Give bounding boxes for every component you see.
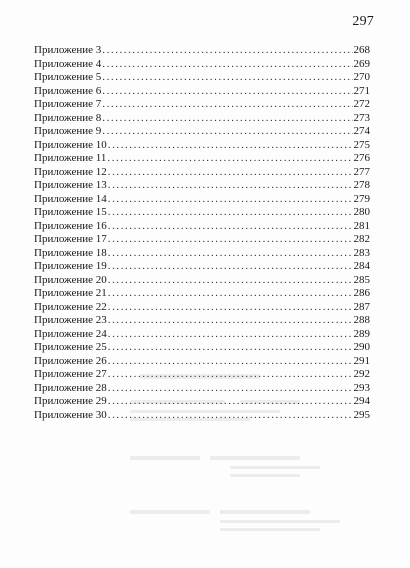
- toc-entry-page-number: 289: [353, 327, 370, 340]
- toc-entry-label: Приложение 29: [34, 395, 107, 407]
- toc-entry: [34, 220, 370, 234]
- toc-entry-page-number: 283: [353, 246, 370, 259]
- toc-entry: [34, 193, 370, 207]
- toc-dot-leader: [108, 274, 353, 288]
- table-of-contents: [34, 44, 370, 422]
- toc-dot-leader: [102, 112, 352, 126]
- toc-entry: [34, 355, 370, 369]
- toc-entry-page-number: 291: [353, 354, 370, 367]
- page-number: 297: [352, 14, 374, 29]
- toc-entry: [34, 368, 370, 382]
- toc-entry-page-number: 269: [353, 57, 370, 70]
- toc-entry-page-number: 275: [353, 138, 370, 151]
- toc-entry-page-number: 295: [353, 408, 370, 421]
- toc-entry: [34, 328, 370, 342]
- toc-entry-label: Приложение 7: [34, 98, 102, 110]
- toc-entry-page-number: 292: [353, 368, 370, 380]
- toc-dot-leader: [108, 341, 353, 355]
- toc-entry-label: Приложение 24: [34, 327, 107, 340]
- toc-entry-label: Приложение 8: [34, 111, 102, 124]
- toc-entry-label: Приложение 10: [34, 138, 107, 151]
- toc-entry: [34, 382, 370, 396]
- toc-entry-label: Приложение 9: [34, 125, 102, 137]
- toc-entry-label: Приложение 13: [34, 179, 107, 191]
- toc-entry-page-number: 268: [353, 44, 370, 56]
- toc-entry: [34, 260, 370, 274]
- toc-dot-leader: [102, 44, 352, 58]
- toc-entry-label: Приложение 5: [34, 71, 102, 83]
- toc-entry: [34, 112, 370, 126]
- toc-entry-label: Приложение 22: [34, 300, 107, 313]
- toc-entry-page-number: 274: [353, 125, 370, 137]
- toc-dot-leader: [108, 179, 353, 193]
- toc-entry-label: Приложение 28: [34, 381, 107, 394]
- toc-entry-page-number: 293: [353, 381, 370, 394]
- toc-dot-leader: [108, 206, 353, 220]
- toc-dot-leader: [108, 247, 353, 261]
- toc-entry-label: Приложение 18: [34, 246, 107, 259]
- toc-entry: [34, 395, 370, 409]
- toc-entry-page-number: 271: [353, 84, 370, 97]
- toc-entry-label: Приложение 15: [34, 206, 107, 218]
- toc-dot-leader: [108, 314, 353, 328]
- toc-entry-label: Приложение 25: [34, 341, 107, 353]
- toc-entry-page-number: 272: [353, 98, 370, 110]
- toc-dot-leader: [108, 368, 353, 382]
- toc-entry: [34, 247, 370, 261]
- toc-entry: [34, 287, 370, 301]
- toc-dot-leader: [102, 58, 352, 72]
- toc-dot-leader: [107, 152, 352, 166]
- toc-entry: [34, 301, 370, 315]
- toc-entry-label: Приложение 11: [34, 152, 107, 164]
- toc-entry-label: Приложение 20: [34, 273, 107, 286]
- toc-entry-label: Приложение 17: [34, 233, 107, 245]
- toc-entry: [34, 44, 370, 58]
- toc-dot-leader: [102, 98, 352, 112]
- toc-entry-page-number: 281: [353, 219, 370, 232]
- toc-entry-page-number: 279: [353, 192, 370, 205]
- toc-entry: [34, 179, 370, 193]
- toc-entry-label: Приложение 3: [34, 44, 102, 56]
- toc-entry-page-number: 290: [353, 341, 370, 353]
- toc-dot-leader: [108, 166, 353, 180]
- toc-entry-page-number: 287: [353, 300, 370, 313]
- toc-entry-page-number: 282: [353, 233, 370, 245]
- toc-entry-label: Приложение 19: [34, 260, 107, 272]
- toc-entry-label: Приложение 27: [34, 368, 107, 380]
- toc-entry: [34, 125, 370, 139]
- toc-entry: [34, 206, 370, 220]
- toc-entry: [34, 341, 370, 355]
- toc-entry-page-number: 286: [353, 287, 370, 299]
- toc-entry: [34, 274, 370, 288]
- toc-entry: [34, 409, 370, 423]
- toc-entry: [34, 98, 370, 112]
- toc-entry-page-number: 280: [353, 206, 370, 218]
- toc-dot-leader: [108, 301, 353, 315]
- toc-entry-label: Приложение 26: [34, 354, 107, 367]
- toc-entry-page-number: 288: [353, 314, 370, 326]
- toc-dot-leader: [102, 71, 352, 85]
- toc-dot-leader: [108, 382, 353, 396]
- toc-entry-label: Приложение 4: [34, 57, 102, 70]
- toc-entry-label: Приложение 12: [34, 165, 107, 178]
- toc-dot-leader: [102, 125, 352, 139]
- toc-entry-page-number: 284: [353, 260, 370, 272]
- toc-dot-leader: [108, 287, 353, 301]
- toc-dot-leader: [108, 409, 353, 423]
- toc-entry-label: Приложение 6: [34, 84, 102, 97]
- toc-entry: [34, 85, 370, 99]
- toc-dot-leader: [108, 328, 353, 342]
- toc-entry-label: Приложение 30: [34, 408, 107, 421]
- toc-entry: [34, 152, 370, 166]
- toc-entry: [34, 166, 370, 180]
- toc-dot-leader: [108, 233, 353, 247]
- toc-entry-page-number: 294: [353, 395, 370, 407]
- toc-dot-leader: [108, 139, 353, 153]
- toc-entry-page-number: 270: [353, 71, 370, 83]
- toc-entry-label: Приложение 16: [34, 219, 107, 232]
- toc-entry-page-number: 273: [353, 111, 370, 124]
- toc-entry-page-number: 277: [353, 165, 370, 178]
- toc-entry-label: Приложение 21: [34, 287, 107, 299]
- toc-entry: [34, 58, 370, 72]
- toc-entry-label: Приложение 23: [34, 314, 107, 326]
- toc-entry-page-number: 285: [353, 273, 370, 286]
- toc-entry: [34, 233, 370, 247]
- toc-entry: [34, 314, 370, 328]
- toc-entry-label: Приложение 14: [34, 192, 107, 205]
- toc-dot-leader: [108, 395, 353, 409]
- toc-entry-page-number: 276: [353, 152, 370, 164]
- toc-entry: [34, 71, 370, 85]
- toc-entry-page-number: 278: [353, 179, 370, 191]
- toc-dot-leader: [108, 260, 353, 274]
- toc-dot-leader: [102, 85, 352, 99]
- toc-entry: [34, 139, 370, 153]
- toc-dot-leader: [108, 193, 353, 207]
- toc-dot-leader: [108, 220, 353, 234]
- toc-dot-leader: [108, 355, 353, 369]
